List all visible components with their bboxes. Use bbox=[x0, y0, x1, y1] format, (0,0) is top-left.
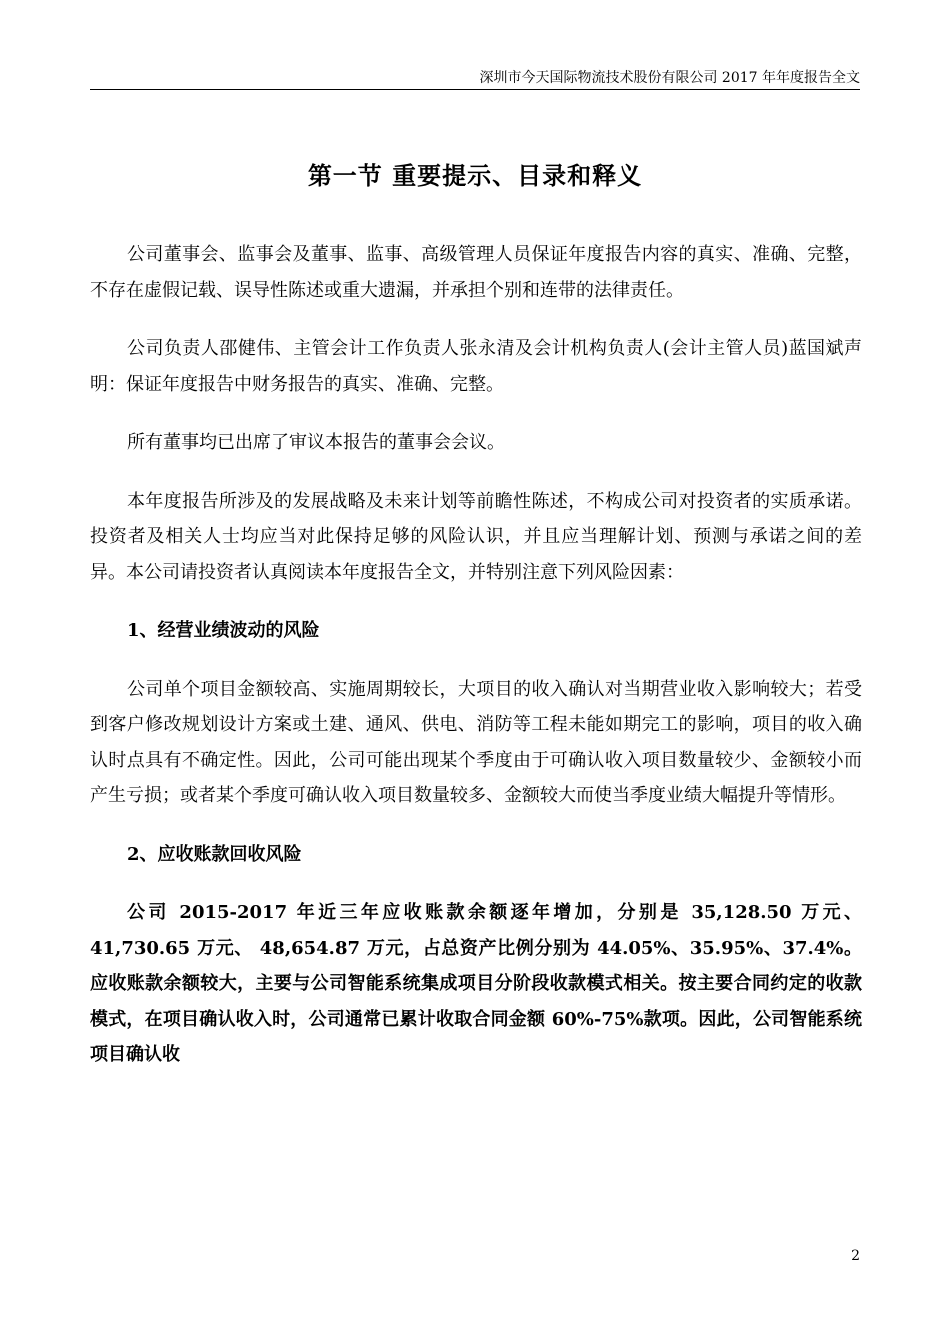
paragraph-officer-declaration: 公司负责人邵健伟、主管会计工作负责人张永清及会计机构负责人(会计主管人员)蓝国斌声明：保证年度报告中财务报告的真实、准确、完整。 bbox=[90, 338, 862, 395]
paragraph-performance-risk: 公司单个项目金额较高、实施周期较长，大项目的收入确认对当期营业收入影响较大；若受到客户修改规划设计方案或土建、通风、供电、消防等工程未能如期完工的影响，项目的收入确认时点具有不确定性。因此，公司可能出现某个季度由于可确认收入项目数量较少、金额较小而产生亏损；或者某个季度可确认收入项目数量较多、金额较大而使当季度业绩大幅提升等情形。 bbox=[90, 678, 862, 806]
paragraph-receivables-risk: 公司 2015-2017 年近三年应收账款余额逐年增加，分别是 35,128.50 万元、41,730.65 万元、 48,654.87 万元，占总资产比例分别为 44.05%、35.95%、37.4%。应收账款余额较大，主要与公司智能系统集成项目分阶段收款模式相关。按主要合同约定的收款模式，在项目确认收入时，公司通常已累计收取合同金额 60%-75%款项。因此，公司智能系统项目确认收 bbox=[90, 902, 862, 1065]
paragraph-responsibility-statement: 公司董事会、监事会及董事、监事、高级管理人员保证年度报告内容的真实、准确、完整，不存在虚假记载、误导性陈述或重大遗漏，并承担个别和连带的法律责任。 bbox=[90, 244, 862, 301]
section-title: 第一节 重要提示、目录和释义 bbox=[307, 161, 643, 190]
risk-heading-performance: 1、经营业绩波动的风险 bbox=[127, 620, 320, 641]
risk-heading-receivables: 2、应收账款回收风险 bbox=[127, 843, 302, 865]
running-header: 深圳市今天国际物流技术股份有限公司 2017 年年度报告全文 bbox=[479, 70, 860, 86]
page-number: 2 bbox=[851, 1248, 860, 1264]
body-content bbox=[90, 237, 862, 1096]
paragraph-forward-looking-disclaimer: 本年度报告所涉及的发展战略及未来计划等前瞻性陈述，不构成公司对投资者的实质承诺。投资者及相关人士均应当对此保持足够的风险认识，并且应当理解计划、预测与承诺之间的差异。本公司请投资者认真阅读本年度报告全文，并特别注意下列风险因素： bbox=[90, 490, 862, 583]
paragraph-board-attendance: 所有董事均已出席了审议本报告的董事会会议。 bbox=[127, 432, 505, 453]
header-divider bbox=[90, 89, 860, 90]
